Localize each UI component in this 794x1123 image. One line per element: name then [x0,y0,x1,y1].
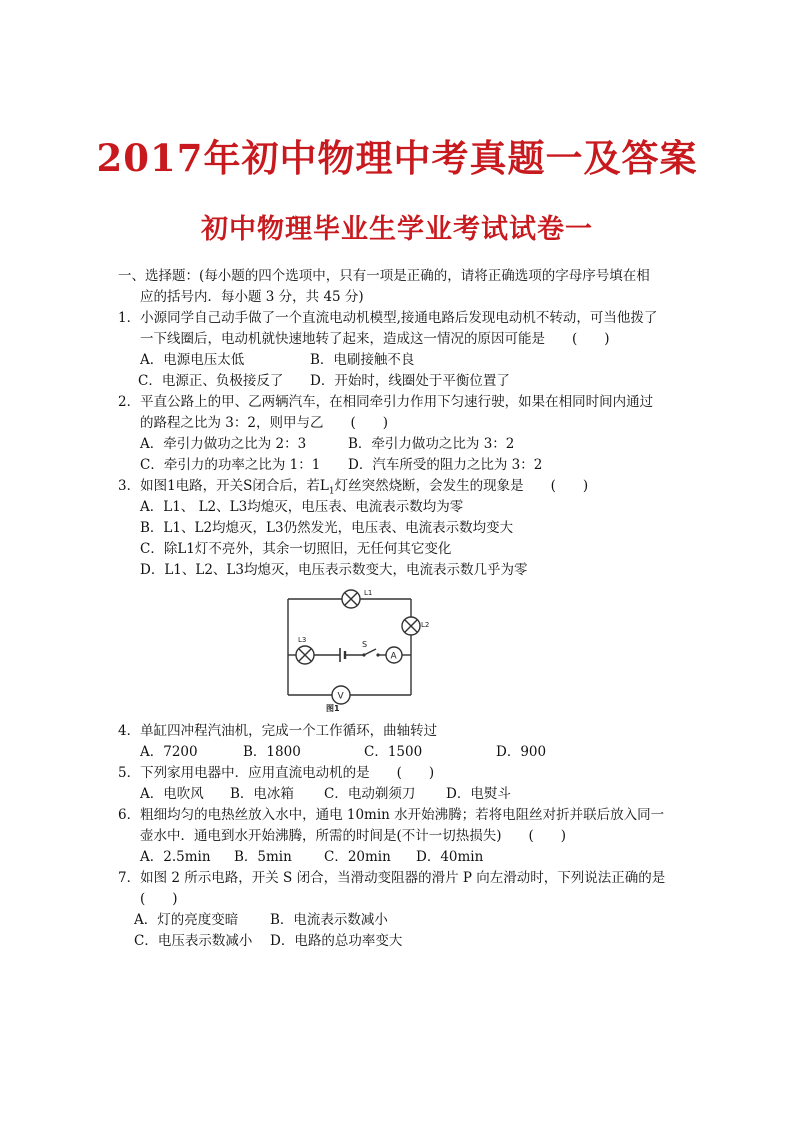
q1-options-row1 [118,350,678,371]
q1-line2: 一下线圈后，电动机就快速地转了起来，造成这一情况的原因可能是 ( ) [140,331,610,347]
q2-options-row1 [118,434,678,455]
q3-option-d: D．L1、L2、L3均熄灭，电压表示数变大，电流表示数几乎为零 [140,562,528,578]
q4-option-a: A．7200 [140,744,198,760]
q2-option-b: B．牵引力做功之比为 3：2 [348,436,515,452]
q4-option-c: C．1500 [364,744,423,760]
q3-option-a: A．L1、 L2、L3均熄灭，电压表、电流表示数均为零 [140,499,464,515]
figure-caption: 图1 [326,704,340,713]
q6-option-b: B．5min [234,849,292,865]
q1-line1: 1．小源同学自己动手做了一个直流电动机模型,接通电路后发现电动机不转动，可当他拨了 [118,310,658,326]
q6-options [118,847,678,868]
q6-option-d: D．40min [416,849,484,865]
circuit-diagram [278,587,428,717]
label-l3: L3 [298,636,307,644]
switch-blade [364,649,376,655]
q7-line1: 7．如图 2 所示电路，开关 S 闭合，当滑动变阻器的滑片 P 向左滑动时，下列说法正确的是 [118,870,666,886]
q1-option-d: D．开始时，线圈处于平衡位置了 [310,373,510,389]
q2-line2: 的路程之比为 3：2，则甲与乙 ( ) [140,415,389,431]
label-l2: L2 [421,621,430,629]
q7-line2: ( ) [140,891,178,907]
page-subtitle: 初中物理毕业生学业考试试卷一 [201,214,593,245]
switch-pivot [362,653,365,656]
q4-option-b: B．1800 [243,744,301,760]
q5-option-b: B．电冰箱 [230,786,294,802]
q2-option-c: C．牵引力的功率之比为 1：1 [140,457,321,473]
exam-content [118,266,678,952]
q6-option-a: A．2.5min [140,849,211,865]
q7-option-d: D．电路的总功率变大 [270,933,403,949]
q5-line1: 5．下列家用电器中．应用直流电动机的是 ( ) [118,765,435,781]
q5-options [118,784,678,805]
q3-option-b: B．L1、L2均熄灭，L3仍然发光，电压表、电流表示数均变大 [140,520,514,536]
q1-option-b: B．电刷接触不良 [310,352,415,368]
q2-line1: 2．平直公路上的甲、乙两辆汽车，在相同牵引力作用下匀速行驶，如果在相同时间内通过 [118,394,654,410]
label-switch: S [362,640,368,649]
q4-line1: 4．单缸四冲程汽油机，完成一个工作循环，曲轴转过 [118,723,438,739]
section-heading-cont: 应的括号内．每小题 3 分，共 45 分) [140,289,364,305]
q3-option-c: C．除L1灯不亮外，其余一切照旧，无任何其它变化 [140,541,452,557]
q2-option-a: A．牵引力做功之比为 2：3 [140,436,307,452]
q2-options-row2 [118,455,678,476]
q6-line2: 壶水中．通电到水开始沸腾，所需的时间是(不计一切热损失) ( ) [140,828,567,844]
q6-line1: 6．粗细均匀的电热丝放入水中，通电 10min 水开始沸腾；若将电阻丝对折并联后放入同一 [118,807,665,823]
q7-option-b: B．电流表示数减小 [270,912,388,928]
page-title: 2017年初中物理中考真题一及答案 [96,136,698,180]
q1-option-c: C．电源正、负极接反了 [138,373,284,389]
q7-option-c: C．电压表示数减小 [134,933,253,949]
label-ammeter: A [390,651,397,662]
q4-option-d: D．900 [496,744,547,760]
q7-options-row1 [118,910,678,931]
switch-contact [376,653,379,656]
label-voltmeter: V [337,691,344,702]
circuit-figure-1 [278,587,428,717]
q3-line1: 3．如图1电路，开关S闭合后，若$L_1$灯丝突然烧断，会发生的现象是 ( ) [118,478,589,497]
q1-option-a: A．电源电压太低 [140,352,245,368]
q1-options-row2 [118,371,678,392]
q2-option-d: D．汽车所受的阻力之比为 3：2 [348,457,543,473]
q7-option-a: A．灯的亮度变暗 [134,912,239,928]
label-l1: L1 [364,589,373,597]
q7-options-row2 [118,931,678,952]
section-heading: 一、选择题：(每小题的四个选项中，只有一项是正确的，请将正确选项的字母序号填在相 [118,268,650,284]
q6-option-c: C．20min [324,849,391,865]
q5-option-d: D．电熨斗 [446,786,511,802]
q5-option-a: A．电吹风 [140,786,204,802]
q4-options [118,742,678,763]
q5-option-c: C．电动剃须刀 [324,786,416,802]
